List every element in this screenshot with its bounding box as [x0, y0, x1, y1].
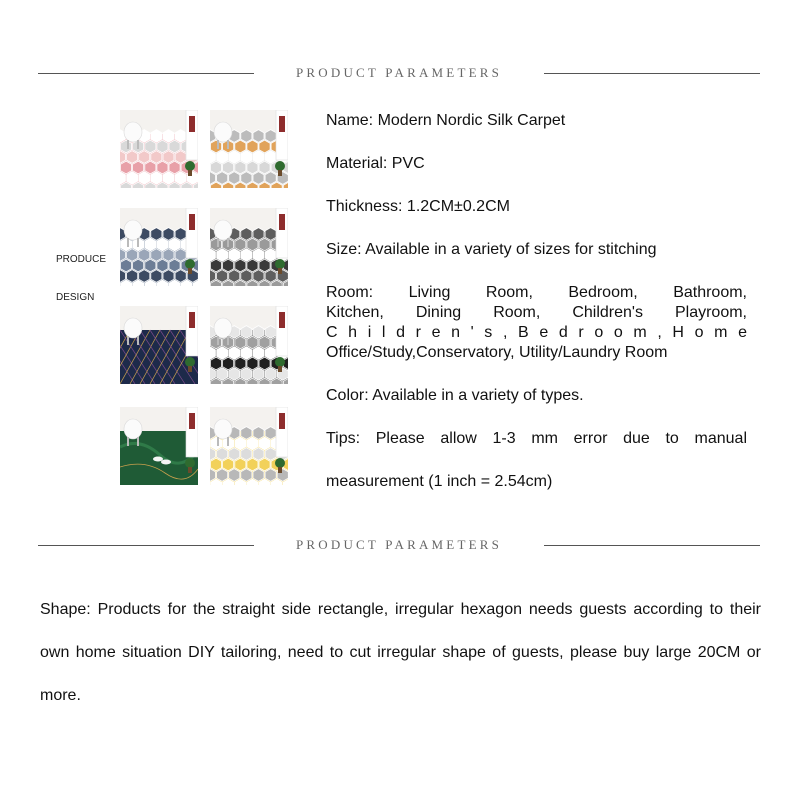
- param-thickness: Thickness: 1.2CM±0.2CM: [326, 198, 510, 215]
- side-label-produce: PRODUCE: [56, 254, 107, 265]
- divider-line-left: [38, 545, 254, 546]
- design-thumbnail: [120, 208, 198, 286]
- shape-description: Shape: Products for the straight side rectangle, irregular hexagon needs guests according to their own home situation DIY tailoring, need to cut irregular shape of guests, please buy large 20CM or more.: [40, 601, 761, 704]
- section-divider-top: [38, 66, 760, 80]
- param-tips-line-2: measurement (1 inch = 2.54cm): [326, 473, 553, 490]
- param-tips-line-1: Tips: Please allow 1-3 mm error due to manual: [326, 430, 747, 447]
- design-thumbnail: [210, 407, 288, 485]
- design-thumbnail: [210, 110, 288, 188]
- divider-line-right: [544, 545, 760, 546]
- param-color: Color: Available in a variety of types.: [326, 387, 584, 404]
- param-room: [326, 283, 747, 363]
- section-divider-bottom: [38, 538, 760, 552]
- param-tips: [326, 429, 747, 449]
- design-thumbnail: [210, 208, 288, 286]
- param-material: Material: PVC: [326, 155, 425, 172]
- divider-line-left: [38, 73, 254, 74]
- section-header: PRODUCT PARAMETERS: [295, 537, 503, 552]
- section-header: PRODUCT PARAMETERS: [295, 65, 503, 80]
- param-name: Name: Modern Nordic Silk Carpet: [326, 112, 566, 129]
- param-room-line-1: Room: Living Room, Bedroom, Bathroom,: [326, 284, 747, 301]
- param-size: Size: Available in a variety of sizes for stitching: [326, 241, 657, 258]
- design-thumbnail: [120, 407, 198, 485]
- param-room-line-3: C h i l d r e n ' s , B e d r o o m , H o m e: [326, 324, 747, 341]
- design-thumbnail: [120, 110, 198, 188]
- param-room-line-2: Kitchen, Dining Room, Children's Playroom,: [326, 304, 747, 321]
- design-thumbnail: [210, 306, 288, 384]
- divider-line-right: [544, 73, 760, 74]
- design-thumbnail: [120, 306, 198, 384]
- param-room-line-4: Office/Study,Conservatory, Utility/Laundry Room: [326, 344, 668, 361]
- side-label-design: DESIGN: [56, 292, 95, 303]
